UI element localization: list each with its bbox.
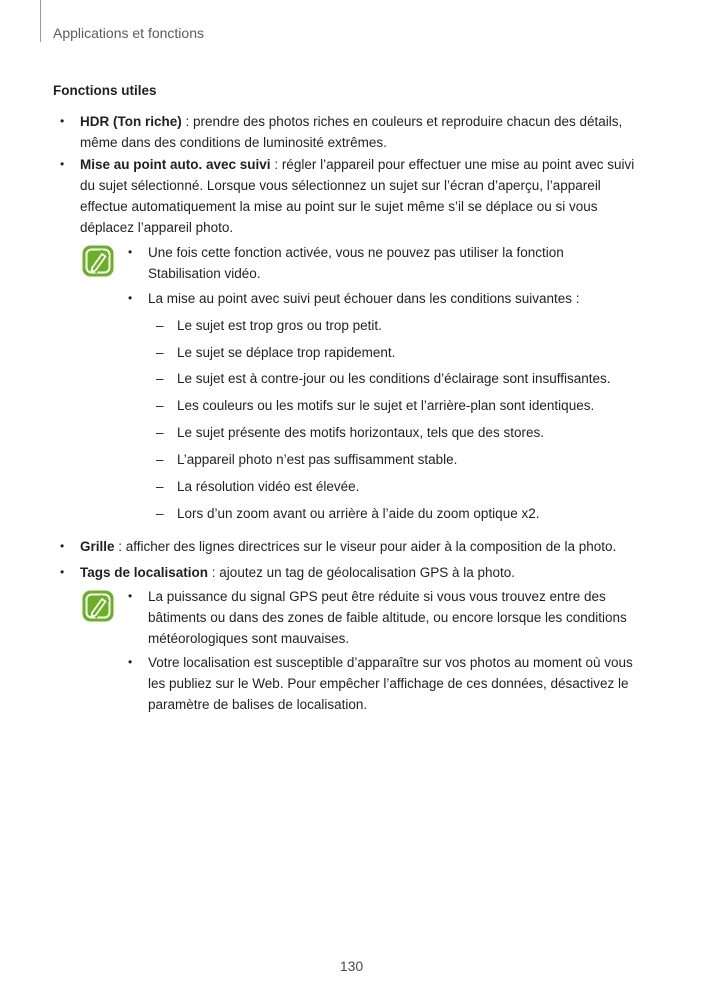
bullet-grille: [60, 536, 652, 557]
note2-item: [128, 586, 638, 649]
condition-text: Le sujet se déplace trop rapidement.: [177, 345, 396, 360]
note2-item: [128, 652, 638, 715]
condition-item: [156, 395, 637, 416]
bullet-dot: •: [128, 655, 133, 669]
dash: –: [156, 371, 164, 386]
dash: –: [156, 398, 164, 413]
note-pencil-icon: [81, 589, 115, 623]
note1-item: [128, 288, 638, 309]
bullet-autofocus: [60, 154, 652, 238]
desc-location-tags: : ajoutez un tag de géolocalisation GPS à la photo.: [208, 565, 516, 580]
condition-item: [156, 368, 637, 389]
note1-item-text: La mise au point avec suivi peut échouer dans les conditions suivantes :: [148, 291, 580, 306]
header-title: Applications et fonctions: [53, 25, 204, 41]
page-number: 130: [339, 958, 364, 974]
dash: –: [156, 318, 164, 333]
condition-text: Le sujet est à contre-jour ou les conditions d’éclairage sont insuffisantes.: [177, 371, 611, 386]
condition-text: L’appareil photo n’est pas suffisamment stable.: [177, 452, 458, 467]
desc-hdr: : prendre des photos riches en couleurs et reproduire chacun des détails, même dans des conditions de luminosité extrêmes.: [80, 114, 623, 150]
condition-item: [156, 315, 637, 336]
note2-item-text: La puissance du signal GPS peut être réduite si vous vous trouvez entre des bâtiments ou dans des zones de faible altitude, ou encore lorsque les conditions météorologiques sont mauvaises.: [148, 589, 627, 646]
condition-item: [156, 449, 637, 470]
bullet-dot: •: [60, 539, 65, 553]
dash: –: [156, 425, 164, 440]
condition-text: Le sujet présente des motifs horizontaux, tels que des stores.: [177, 425, 544, 440]
note1-item-text: Une fois cette fonction activée, vous ne pouvez pas utiliser la fonction Stabilisation vidéo.: [148, 245, 564, 281]
header-rule: [40, 0, 41, 42]
condition-item: [156, 503, 637, 524]
term-location-tags: Tags de localisation: [80, 565, 209, 580]
term-hdr: HDR (Ton riche): [80, 114, 182, 129]
bullet-location-tags: [60, 562, 652, 583]
note2-item-text: Votre localisation est susceptible d’apparaître sur vos photos au moment où vous les publiez sur le Web. Pour empêcher l’affichage de ces données, désactivez le paramètre de balises de localisation.: [148, 655, 633, 712]
condition-item: [156, 342, 637, 363]
bullet-dot: •: [128, 245, 133, 259]
dash: –: [156, 452, 164, 467]
condition-item: [156, 476, 637, 497]
term-autofocus: Mise au point auto. avec suivi: [80, 157, 271, 172]
dash: –: [156, 479, 164, 494]
note-pencil-icon: [81, 244, 115, 278]
bullet-dot: •: [60, 157, 65, 171]
dash: –: [156, 345, 164, 360]
bullet-dot: •: [128, 291, 133, 305]
desc-grille: : afficher des lignes directrices sur le viseur pour aider à la composition de la photo.: [114, 539, 617, 554]
condition-item: [156, 422, 637, 443]
condition-text: Lors d’un zoom avant ou arrière à l’aide du zoom optique x2.: [177, 506, 540, 521]
condition-text: Le sujet est trop gros ou trop petit.: [177, 318, 382, 333]
condition-text: La résolution vidéo est élevée.: [177, 479, 360, 494]
bullet-dot: •: [60, 565, 65, 579]
bullet-dot: •: [60, 114, 65, 128]
term-grille: Grille: [80, 539, 115, 554]
dash: –: [156, 506, 164, 521]
condition-text: Les couleurs ou les motifs sur le sujet et l’arrière-plan sont identiques.: [177, 398, 595, 413]
bullet-hdr: [60, 111, 652, 153]
note1-item: [128, 242, 638, 284]
desc-autofocus: : régler l’appareil pour effectuer une mise au point avec suivi du sujet sélectionné. Lorsque vous sélectionnez un sujet sur l’écran d’aperçu, l’appareil effectue automatiquement la mise au point sur le sujet même s’il se déplace ou si vous déplacez l’appareil photo.: [80, 157, 635, 235]
bullet-dot: •: [128, 589, 133, 603]
section-title: Fonctions utiles: [53, 83, 157, 98]
